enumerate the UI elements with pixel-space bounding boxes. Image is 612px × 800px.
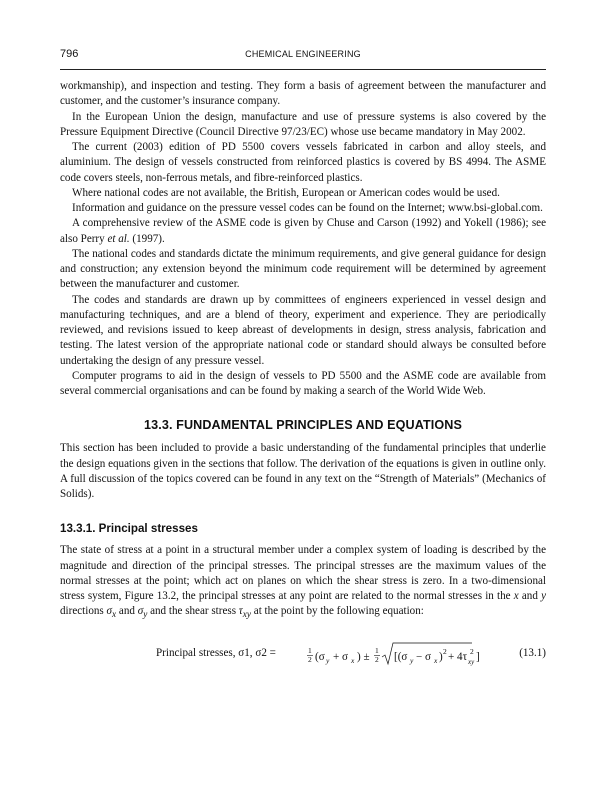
svg-text:2: 2 xyxy=(375,654,379,664)
svg-text:x: x xyxy=(351,655,355,665)
running-title: CHEMICAL ENGINEERING xyxy=(245,49,361,59)
svg-text:1: 1 xyxy=(308,645,312,655)
section-heading: 13.3. FUNDAMENTAL PRINCIPLES AND EQUATIONS xyxy=(144,418,462,433)
equation-13-1 xyxy=(60,641,546,671)
svg-text:+ σ: + σ xyxy=(333,650,349,663)
running-header xyxy=(60,48,546,64)
svg-text:x: x xyxy=(434,655,438,665)
paragraph: A comprehensive review of the ASME code is given by Chuse and Carson (1992) and Yokell (1986); see also Perry et al. (1997). xyxy=(60,217,546,245)
svg-text:xy: xy xyxy=(468,657,475,666)
svg-text:): ) xyxy=(439,650,443,663)
paragraph: Where national codes are not available, the British, European or American codes would be used. xyxy=(72,186,500,199)
equation-expression xyxy=(60,641,480,671)
paragraph: Information and guidance on the pressure vessel codes can be found on the Internet; www.bsi-global.com. xyxy=(72,202,543,214)
header-rule xyxy=(60,69,546,70)
equation-number: (13.1) xyxy=(519,646,546,659)
paragraph: In the European Union the design, manufacture and use of pressure systems is also covered by the Pressure Equipment Directive (Council Directive 97/23/EC) whose use became mandatory in May 2002. xyxy=(60,110,546,138)
paragraph: Computer programs to aid in the design of vessels to PD 5500 and the ASME code are available from several commercial organisations and can be found by making a search of the World Wide Web. xyxy=(60,369,546,397)
svg-text:) ±: ) ± xyxy=(357,650,370,663)
svg-text:2: 2 xyxy=(443,646,447,656)
paragraph: workmanship), and inspection and testing. They form a basis of agreement between the manufacturer and customer, and the customer’s insurance company. xyxy=(60,80,546,108)
page-number: 796 xyxy=(60,48,79,60)
svg-text:y: y xyxy=(410,655,414,665)
svg-text:2: 2 xyxy=(470,646,474,656)
page xyxy=(60,48,546,671)
subsection-paragraph: The state of stress at a point in a structural member under a complex system of loading is described by the magnitude and direction of the principal stresses. The principal stresses are the maximum values of the normal stresses at the point; which act on planes on which the shear stress is zero. In a two-dimensional stress system, Figure 13.2, the principal stresses at any point are related to the normal stresses in the x and y directions $\sigma_x$ and $\sigma_y$ and the shear stress $\tau_{xy}$ at the point by the following equation: xyxy=(60,544,546,621)
paragraph: The current (2003) edition of PD 5500 covers vessels fabricated in carbon and alloy steels, and aluminium. The design of vessels constructed from reinforced plastics is covered by BS 4994. The ASME code covers steels, non-ferrous metals, and fibre-reinforced plastics. xyxy=(60,141,546,184)
section-paragraph: This section has been included to provide a basic understanding of the fundamental principles that underlie the design equations given in the sections that follow. The derivation of the equations is given in outline only. A full discussion of the topics covered can be found in any text on the “Strength of Materials” (Mechanics of Solids). xyxy=(60,442,546,500)
svg-text:[(σ: [(σ xyxy=(394,650,408,663)
svg-text:y: y xyxy=(326,655,330,665)
paragraph: The codes and standards are drawn up by committees of engineers experienced in vessel design and manufacturing techniques, and are a blend of theory, experiment and experience. They are periodically reviewed, and revisions issued to keep abreast of developments in design, stress analysis, fabrication and testing. The latest version of the appropriate national code or standard should always be consulted before undertaking the design of any pressure vessel. xyxy=(60,293,546,367)
paragraph: The national codes and standards dictate the minimum requirements, and give general guidance for design and construction; any extension beyond the minimum code requirement will be determined by agreement between the manufacturer and customer. xyxy=(60,247,546,291)
svg-text:+ 4τ: + 4τ xyxy=(448,650,468,663)
svg-text:− σ: − σ xyxy=(416,650,432,663)
svg-text:(σ: (σ xyxy=(315,650,325,663)
svg-text:1: 1 xyxy=(375,645,379,655)
equation-label: Principal stresses, σ1, σ2 = xyxy=(156,646,276,659)
subsection-heading: 13.3.1. Principal stresses xyxy=(60,522,198,536)
svg-text:2: 2 xyxy=(308,654,312,664)
svg-text:]: ] xyxy=(476,650,480,663)
